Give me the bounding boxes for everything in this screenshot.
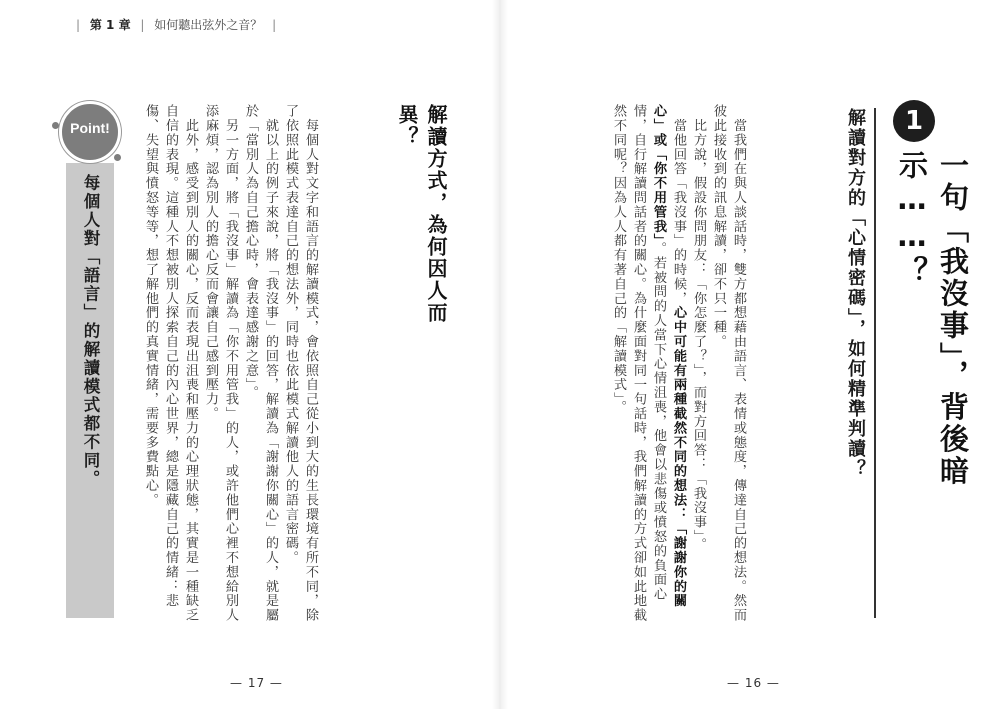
chapter-title: 如何聽出弦外之音？ <box>154 18 263 32</box>
header-divider: | <box>272 18 277 32</box>
page-number-left: — 17 — <box>230 676 283 690</box>
decor-dot <box>52 122 59 129</box>
paragraph <box>608 104 688 624</box>
header-divider: | <box>140 18 145 32</box>
paragraph: 此外，感受到別人的關心，反而表現出沮喪和壓力的心理狀態，其實是一種缺乏自信的表現。這種人不想被別人探索自己的內心世界，總是隱藏自己的情緒：悲傷、失望與憤怒等等，想了解他們的真實情緒，需要多費點心。 <box>143 104 198 623</box>
paragraph: 當我們在與人談話時，雙方都想藉由語言、表情或態度，傳達自己的想法。然而彼此接收到的訊息解讀，卻不只一種。 <box>711 104 746 623</box>
point-label: Point! <box>70 120 110 136</box>
chapter-label: 第 1 章 <box>89 18 131 32</box>
point-badge <box>59 101 121 163</box>
point-text: 每個人對「語言」的解讀模式都不同。 <box>81 174 100 489</box>
section-subtitle: 解讀對方的「心情密碼」，如何精準判讀？ <box>845 108 866 479</box>
paragraph: 每個人對文字和語言的解讀模式，會依照自己從小到大的生長環境有所不同，除了依照此模式表達自己的想法外，同時也依此模式解讀他人的語言密碼。 <box>283 104 318 623</box>
paragraph-text: 當他回答「我沒事」的時候， <box>671 104 686 306</box>
section-title: 一句「我沒事」，背後暗示……？ <box>895 150 970 488</box>
emphasis-text: 心中可能有兩種截然不同的想法：「謝謝你的關心」或「你不用管我」 <box>651 104 686 609</box>
book-spine <box>492 0 508 709</box>
section-number-badge: 1 <box>893 100 935 142</box>
header-divider: | <box>76 18 81 32</box>
paragraph: 就以上的例子來說，將「我沒事」的回答，解讀為「謝謝你關心」的人，就是屬於「當別人為自己擔心時，會表達感謝之意」。 <box>243 104 278 623</box>
section-heading: 解讀方式，為何因人而異？ <box>395 104 448 324</box>
paragraph: 比方說，假設你問朋友：「你怎麼了？」，而對方回答：「我沒事」。 <box>691 104 706 552</box>
decor-dot <box>114 154 121 161</box>
left-page-body <box>140 104 320 624</box>
paragraph: 另一方面，將「我沒事」解讀為「你不用管我」的人，或許他們心裡不想給別人添麻煩，認為別人的擔心反而會讓自己感到壓力。 <box>203 104 238 623</box>
paragraph-text: 。若被問的人當下心情沮喪，他會以悲傷或憤怒的負面心情，自行解讀問話者的關心。為什麼面對同一句話時，我們解讀的方式卻如此地截然不同呢？因為人人都有著自己的「解讀模式」。 <box>611 104 666 623</box>
running-header <box>70 16 282 33</box>
right-page-body <box>608 104 748 624</box>
page-number-right: — 16 — <box>727 676 780 690</box>
